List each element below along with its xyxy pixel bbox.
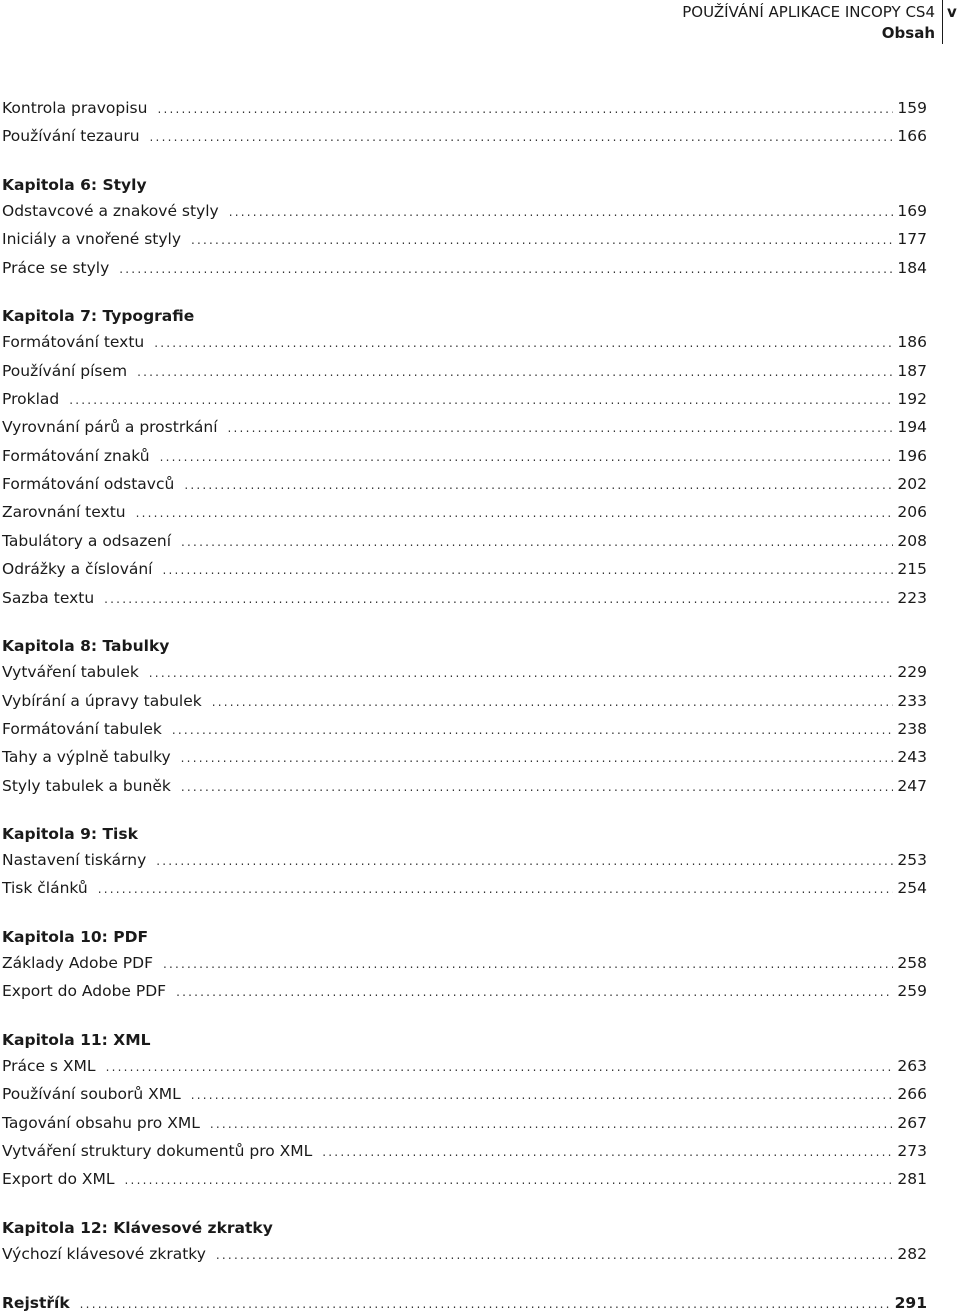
toc-entry-title: Iniciály a vnořené styly [2,230,181,248]
toc-dot-leader [69,388,893,412]
toc-entry-page: 187 [897,362,927,380]
toc-dot-leader [136,501,894,525]
toc-entry[interactable] [2,359,927,383]
toc-entry[interactable] [2,1242,927,1266]
toc-entry-title: Tisk článků [2,879,88,897]
toc-entry-page: 259 [897,982,927,1000]
toc-entry-page: 247 [897,777,927,795]
toc-entry-page: 223 [897,589,927,607]
toc-dot-leader [125,1168,894,1192]
toc-entry[interactable] [2,717,927,741]
header-divider [942,0,943,44]
toc-entry-title: Používání souborů XML [2,1085,181,1103]
toc-entry[interactable] [2,500,927,524]
toc-entry-title: Sazba textu [2,589,95,607]
toc-entry-page: 184 [897,259,927,277]
toc-entry-page: 233 [897,692,927,710]
toc-entry-page: 177 [897,230,927,248]
chapter-heading: Kapitola 10: PDF [2,928,149,946]
toc-entry[interactable] [2,1167,927,1191]
toc-entry-title: Používání tezauru [2,127,140,145]
toc-entry-page: 267 [897,1114,927,1132]
toc-entry-title: Odstavcové a znakové styly [2,202,219,220]
toc-entry[interactable] [2,96,927,120]
toc-entry-page: 238 [897,720,927,738]
page-number: v [947,3,957,21]
toc-entry-title: Rejstřík [2,1294,70,1312]
toc-entry-page: 243 [897,748,927,766]
toc-dot-leader [181,746,894,770]
toc-entry[interactable] [2,1111,927,1135]
toc-dot-leader [191,228,893,252]
toc-entry[interactable] [2,387,927,411]
toc-dot-leader [210,1112,894,1136]
toc-dot-leader [181,775,894,799]
toc-entry[interactable] [2,848,927,872]
toc-entry[interactable] [2,557,927,581]
toc-entry-title: Používání písem [2,362,128,380]
toc-entry-title: Práce s XML [2,1057,96,1075]
toc-entry[interactable] [2,774,927,798]
toc-entry[interactable] [2,876,927,900]
header-text [682,2,935,44]
toc-entry-title: Vybírání a úpravy tabulek [2,692,202,710]
toc-entry-title: Nastavení tiskárny [2,851,147,869]
toc-dot-leader [322,1140,893,1164]
toc-dot-leader [80,1292,891,1316]
toc-dot-leader [191,1083,894,1107]
toc-entry-title: Základy Adobe PDF [2,954,153,972]
toc-entry-page: 202 [897,475,927,493]
toc-entry-title: Formátování tabulek [2,720,162,738]
toc-entry-page: 253 [897,851,927,869]
toc-dot-leader [106,1055,894,1079]
toc-entry-index[interactable] [2,1291,927,1315]
toc-entry-title: Export do Adobe PDF [2,982,167,1000]
toc-entry-title: Formátování znaků [2,447,150,465]
toc-entry-page: 282 [897,1245,927,1263]
toc-entry[interactable] [2,1139,927,1163]
chapter-heading: Kapitola 11: XML [2,1031,151,1049]
toc-entry-page: 169 [897,202,927,220]
toc-entry-page: 258 [897,954,927,972]
toc-dot-leader [119,257,893,281]
toc-entry[interactable] [2,415,927,439]
toc-entry-page: 254 [897,879,927,897]
toc-dot-leader [212,690,894,714]
toc-dot-leader [181,530,893,554]
toc-entry[interactable] [2,660,927,684]
toc-entry-title: Práce se styly [2,259,110,277]
toc-entry-title: Formátování odstavců [2,475,175,493]
toc-dot-leader [149,661,894,685]
toc-entry-title: Proklad [2,390,60,408]
toc-dot-leader [160,445,894,469]
toc-entry[interactable] [2,444,927,468]
toc-dot-leader [104,587,893,611]
toc-entry[interactable] [2,124,927,148]
toc-entry-title: Výchozí klávesové zkratky [2,1245,206,1263]
toc-entry-title: Export do XML [2,1170,115,1188]
toc-entry-title: Zarovnání textu [2,503,126,521]
toc-entry[interactable] [2,199,927,223]
toc-dot-leader [163,952,893,976]
toc-dot-leader [137,360,893,384]
chapter-heading: Kapitola 7: Typografie [2,307,195,325]
toc-entry-page: 208 [897,532,927,550]
toc-entry-page: 291 [894,1294,927,1312]
chapter-heading: Kapitola 6: Styly [2,176,147,194]
toc-entry-title: Tabulátory a odsazení [2,532,172,550]
toc-entry-title: Odrážky a číslování [2,560,153,578]
toc-dot-leader [184,473,893,497]
toc-entry[interactable] [2,227,927,251]
toc-entry-title: Tagování obsahu pro XML [2,1114,200,1132]
toc-entry[interactable] [2,979,927,1003]
toc-dot-leader [156,849,893,873]
toc-entry-title: Vytváření tabulek [2,663,139,681]
toc-entry-title: Vytváření struktury dokumentů pro XML [2,1142,313,1160]
toc-dot-leader [154,331,893,355]
toc-entry-title: Tahy a výplně tabulky [2,748,171,766]
toc-entry-page: 194 [897,418,927,436]
toc-dot-leader [150,125,894,149]
toc-dot-leader [229,200,894,224]
toc-entry-page: 166 [897,127,927,145]
toc-entry-title: Styly tabulek a buněk [2,777,171,795]
toc-dot-leader [176,980,893,1004]
chapter-heading: Kapitola 9: Tisk [2,825,138,843]
toc-entry[interactable] [2,472,927,496]
toc-entry-page: 192 [897,390,927,408]
toc-entry[interactable] [2,330,927,354]
toc-entry[interactable] [2,586,927,610]
toc-entry-page: 186 [897,333,927,351]
toc-dot-leader [228,416,894,440]
toc-entry-page: 281 [897,1170,927,1188]
toc-entry[interactable] [2,1082,927,1106]
toc-dot-leader [163,558,894,582]
toc-entry[interactable] [2,1054,927,1078]
chapter-heading: Kapitola 12: Klávesové zkratky [2,1219,273,1237]
toc-entry-title: Kontrola pravopisu [2,99,148,117]
page-header [0,0,960,44]
toc-entry-title: Vyrovnání párů a prostrkání [2,418,218,436]
toc-entry-page: 263 [897,1057,927,1075]
chapter-heading: Kapitola 8: Tabulky [2,637,170,655]
toc-entry-page: 229 [897,663,927,681]
toc-entry[interactable] [2,951,927,975]
toc-entry-page: 266 [897,1085,927,1103]
toc-entry-page: 215 [897,560,927,578]
toc-entry-page: 159 [897,99,927,117]
toc-entry-page: 273 [897,1142,927,1160]
header-section: Obsah [881,24,935,42]
toc-dot-leader [172,718,894,742]
toc-entry-title: Formátování textu [2,333,145,351]
toc-dot-leader [157,97,893,121]
toc-entry[interactable] [2,689,927,713]
header-title: POUŽÍVÁNÍ APLIKACE INCOPY CS4 [682,3,935,21]
toc-dot-leader [216,1243,894,1267]
toc-entry-page: 196 [897,447,927,465]
toc-entry[interactable] [2,745,927,769]
toc-entry-page: 206 [897,503,927,521]
toc-entry[interactable] [2,256,927,280]
toc-entry[interactable] [2,529,927,553]
toc-dot-leader [98,877,894,901]
